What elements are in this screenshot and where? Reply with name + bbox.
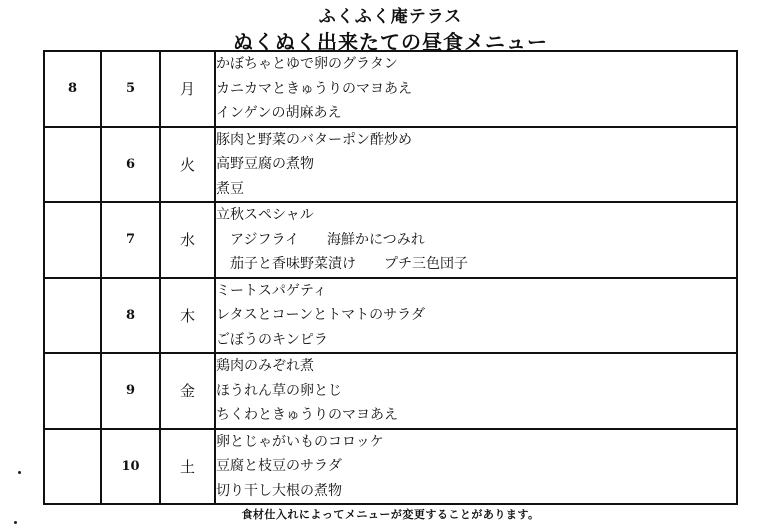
weekday: 火 (160, 127, 215, 203)
dish-list (215, 429, 737, 505)
dish-item: 高野豆腐の煮物 (216, 156, 314, 172)
day-number: 10 (101, 429, 160, 505)
dish-item: 茄子と香味野菜漬け プチ三色団子 (230, 256, 468, 272)
dish-item: ほうれん草の卵とじ (216, 382, 342, 399)
dish-item: 立秋スペシャル (216, 207, 314, 223)
month-cell-empty (44, 278, 101, 354)
day-number: 6 (101, 127, 160, 203)
menu-row-day-8 (44, 278, 737, 354)
dish-item: 豚肉と野菜のバターポン酢炒め (216, 131, 412, 148)
menu-row-day-5 (44, 51, 737, 127)
day-number: 9 (101, 353, 160, 429)
weekday: 土 (160, 429, 215, 505)
dish-item: 煮豆 (216, 180, 244, 197)
dish-item: かぼちゃとゆで卵のグラタン (216, 56, 398, 72)
scan-speck (18, 471, 21, 474)
dish-item: 豆腐と枝豆のサラダ (216, 458, 342, 474)
dish-item: ミートスパゲティ (216, 282, 327, 299)
weekday: 金 (160, 353, 215, 429)
weekday: 木 (160, 278, 215, 354)
month-cell-empty (44, 202, 101, 278)
dish-list (215, 127, 737, 203)
month-cell-empty (44, 353, 101, 429)
weekday: 水 (160, 202, 215, 278)
menu-title: ぬくぬく出来たての昼食メニュー (233, 30, 548, 54)
day-number: 8 (101, 278, 160, 354)
dish-item: カニカマときゅうりのマヨあえ (216, 80, 412, 97)
dish-item: インゲンの胡麻あえ (216, 105, 342, 121)
restaurant-name: ふくふく庵テラス (318, 7, 463, 27)
dish-item: 卵とじゃがいものコロッケ (216, 433, 384, 450)
day-number: 5 (101, 51, 160, 127)
month-cell: 8 (44, 51, 101, 127)
dish-item: ごぼうのキンピラ (216, 331, 328, 348)
weekday: 月 (160, 51, 215, 127)
dish-list (215, 202, 737, 278)
month-cell-empty (44, 127, 101, 203)
day-number: 7 (101, 202, 160, 278)
dish-item: レタスとコーンとトマトのサラダ (216, 307, 426, 323)
dish-item: 切り干し大根の煮物 (216, 482, 342, 499)
scan-speck (14, 521, 17, 524)
dish-list (215, 51, 737, 127)
menu-row-day-10 (44, 429, 737, 505)
dish-item: アジフライ 海鮮かにつみれ (230, 231, 425, 248)
dish-item: 鶏肉のみぞれ煮 (216, 358, 314, 374)
footer-note: 食材仕入れによってメニューが変更することがあります。 (241, 508, 540, 521)
menu-row-day-7 (44, 202, 737, 278)
weekly-menu-table (43, 50, 738, 505)
menu-row-day-6 (44, 127, 737, 203)
dish-list (215, 353, 737, 429)
menu-row-day-9 (44, 353, 737, 429)
dish-item: ちくわときゅうりのマヨあえ (216, 407, 398, 423)
dish-list (215, 278, 737, 354)
month-cell-empty (44, 429, 101, 505)
